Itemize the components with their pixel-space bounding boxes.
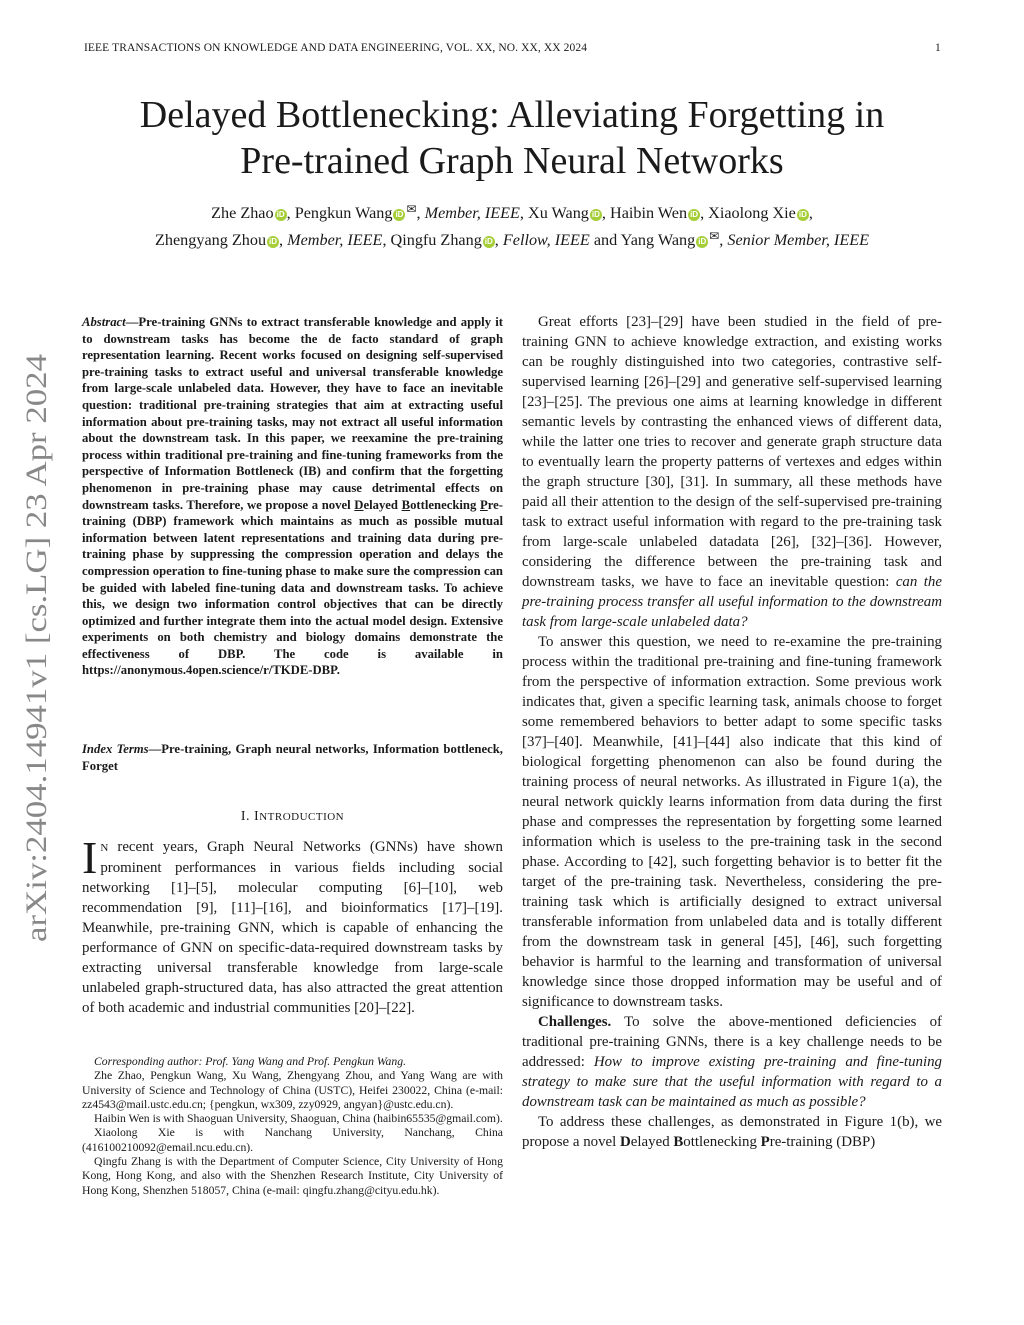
arxiv-stamp-text: arXiv:2404.14941v1 [cs.LG] 23 Apr 2024 [20,435,53,942]
acronym-letter: D [354,497,364,512]
footnote: Qingfu Zhang is with the Department of Computer Science, City University of Hong Kong, Hong Kong, and also with the Shenzhen Research Institute, City University of Hong Kong, Shenzhen 518057, China (e-mail: qingfu.zhang@cityu.edu.hk). [82,1155,503,1197]
author-name: Xiaolong Xie [708,204,796,222]
author-affiliation: Fellow, IEEE [502,231,590,249]
envelope-icon: ✉ [709,229,720,243]
section-title-first: I [254,809,260,824]
orcid-icon[interactable]: iD [484,237,493,246]
abstract [82,314,503,679]
abstract-text: —Pre-training GNNs to extract transferable knowledge and apply it to downstream tasks has become the de facto standard of graph representation learning. Recent works focused on designing self-supervised pre-training tasks to extract useful and universal transferable knowledge from large-scale unlabeled data. However, they have to face an inevitable question: traditional pre-training strategies that aim at extracting useful information about pre-training tasks, may not extract all useful information about the downstream task. In this paper, we reexamine the pre-training process within traditional pre-training and fine-tuning frameworks from the perspective of Information Bottleneck (IB) and confirm that the forgetting phenomenon in pre-training phase may cause detrimental effects on downstream tasks. Therefore, we propose a novel [82,315,503,512]
orcid-icon[interactable]: iD [269,237,278,246]
paragraph-text: re-training (DBP) [769,1134,876,1150]
acronym-letter: B [401,497,411,512]
acronym-letter: P [479,497,488,512]
introduction-paragraph [82,832,503,1018]
drop-cap: I [82,832,98,883]
paper-title [60,92,964,184]
author-name: Xu Wang [528,204,589,222]
footnotes [82,1055,503,1198]
author-name: Qingfu Zhang [390,231,482,249]
paragraph-text: ottlenecking [683,1134,761,1150]
right-column [522,312,942,1152]
running-header: IEEE TRANSACTIONS ON KNOWLEDGE AND DATA ENGINEERING, VOL. XX, NO. XX, XX 2024 [84,42,588,54]
author-affiliation: Member, IEEE [424,204,520,222]
orcid-icon[interactable]: iD [276,210,285,219]
orcid-icon[interactable]: iD [798,210,807,219]
envelope-icon: ✉ [406,202,417,216]
corresponding-author-text: Corresponding author: Prof. Yang Wang and Prof. Pengkun Wang. [94,1055,407,1068]
body-paragraph [522,312,942,632]
author-affiliation: Senior Member, IEEE [727,231,869,249]
research-question: can the pre-training process transfer all useful information to the downstream task from large-scale unlabeled data? [522,574,942,630]
footnote-corresponding [82,1055,503,1069]
author-list: Zhe Zhao iD , Pengkun Wang iD ✉, Member, IEEE, Xu Wang iD , Haibin Wen iD , Xiaolong Xie iD , Zhengyang Zhou iD , Member, IEEE, Qingfu Zhang iD , Fellow, IEEE and Yang Wang iD ✉, Senior Member, IEEE [155,202,869,249]
body-paragraph [522,1112,942,1152]
abstract-label: Abstract [82,315,126,329]
title-line-2: Pre-trained Graph Neural Networks [240,140,784,182]
title-line-1: Delayed Bottlenecking: Alleviating Forgetting in [139,94,885,136]
challenge-question: How to improve existing pre-training and fine-tuning strategy to make sure that the useful information with regard to a downstream task can be maintained as much as possible? [522,1054,942,1110]
index-terms-label: Index Terms [82,742,149,756]
section-number: I. [240,809,251,824]
acronym-letter: B [673,1134,684,1150]
orcid-icon[interactable]: iD [591,210,600,219]
author-affiliation: Member, IEEE [287,231,383,249]
page-number: 1 [935,42,941,54]
paragraph-text: To address these challenges, as demonstrated in Figure 1(b), we propose a novel [522,1114,942,1150]
author-name: Pengkun Wang [294,204,393,222]
arxiv-stamp [0,352,62,942]
index-terms [82,741,503,774]
acronym-letter: P [760,1134,770,1150]
author-name: Zhengyang Zhou [155,231,267,249]
acronym-letter: D [620,1134,631,1150]
orcid-icon[interactable]: iD [690,210,699,219]
paragraph-text: elayed [630,1134,674,1150]
intro-text: recent years, Graph Neural Networks (GNNs) have shown prominent performances in various fields including social networking [1]–[5], molecular computing [6]–[10], web recommendation [9], [11]–[16], and bioinformatics [17]–[19]. Meanwhile, pre-training GNN, which is capable of enhancing the performance of GNN on specific-data-required downstream tasks by extracting universal transferable knowledge from large-scale unlabeled graph-structured data, has also attracted the great attention of both academic and industrial communities [20]–[22]. [82,839,503,1016]
abstract-text: re-training (DBP) framework which maintains as much as possible mutual information between latent representations and training data during pre-training phase by suppressing the compression operation and delays the compression operation to fine-tuning phase to make sure the compression can be guided with labeled fine-tuning data and downstream tasks. To achieve this, we design two information control objectives that can be directly optimized and further integrate them into the actual model design. Extensive experiments on both chemistry and biology domains demonstrate the effectiveness of DBP. The code is available in https://anonymous.4open.science/r/TKDE-DBP. [82,497,503,678]
paragraph-text: Great efforts [23]–[29] have been studied in the field of pre-training GNN to achieve knowledge extraction, and existing works can be roughly distinguished into two categories, contrastive self-supervised learning [26]–[29] and generative self-supervised learning [23]–[25]. The previous one aims at learning knowledge in different semantic levels by contrasting the enhanced views of different data, while the latter one tries to recover and generate graph structure data to eventually learn the property patterns of vertexes and edges within the graph structure [30], [31]. In summary, all these methods have paid all their attention to the design of the self-supervised pre-training task to extract useful information with regard to the pre-training task from large-scale unlabeled datadata [26], [32]–[36]. However, considering the difference between the pre-training task and downstream tasks, we have to face an inevitable question: [522,314,942,590]
conjunction: and [593,231,618,249]
footnote: Haibin Wen is with Shaoguan University, Shaoguan, China (haibin65535@gmail.com). [94,1112,503,1126]
body-paragraph [522,1012,942,1112]
author-name: Zhe Zhao [211,204,274,222]
abstract-text: elayed [363,497,402,512]
section-title-rest: NTRODUCTION [259,811,345,823]
intro-first-word: N [100,842,109,854]
footnote: Xiaolong Xie is with Nanchang University, Nanchang, China (416100210092@email.ncu.edu.cn). [82,1126,503,1154]
abstract-text: ottlenecking [410,497,480,512]
author-name: Haibin Wen [610,204,688,222]
paragraph-text: To solve the above-mentioned deficiencies of traditional pre-training GNNs, there is a key challenge needs to be addressed: [522,1014,942,1070]
section-heading [82,809,503,825]
orcid-icon[interactable]: iD [698,237,707,246]
footnote: Zhe Zhao, Pengkun Wang, Xu Wang, Zhengyang Zhou, and Yang Wang are with University of Science and Technology of China (USTC), Heifei 230022, China (e-mail: zz4543@mail.ustc.edu.cn; {pengkun, wx309, zzy0929, angyan}@ustc.edu.cn). [82,1069,503,1111]
body-paragraph: To answer this question, we need to re-examine the pre-training process within the traditional pre-training and fine-tuning framework from the perspective of information extraction. Some previous work indicates that, given a specific learning task, animals choose to forget some remembered behaviors to better adapt to some specific tasks [37]–[40]. Meanwhile, [41]–[44] also indicate that this kind of biological forgetting phenomenon can also be found during the training process of neural networks. As illustrated in Figure 1(a), the neural network quickly learns information from data during the first phase and compresses the representation by forgetting some learned information which is useless to the pre-training task in the second phase. According to [42], such forgetting behavior is to better fit the target of the pre-training task. Nevertheless, considering the pre-training task which is artificially designed to extract universal transferable information from unlabeled data and is totally different from the downstream task in general [45], [46], such forgetting behavior is harmful to the learning and transformation of universal knowledge since those dropped information may be useful and of significance to downstream tasks. [522,634,942,1010]
author-name: Yang Wang [620,231,696,249]
orcid-icon[interactable]: iD [395,210,404,219]
index-terms-text: —Pre-training, Graph neural networks, Information bottleneck, Forget [82,742,503,773]
paragraph-heading: Challenges. [538,1014,612,1030]
